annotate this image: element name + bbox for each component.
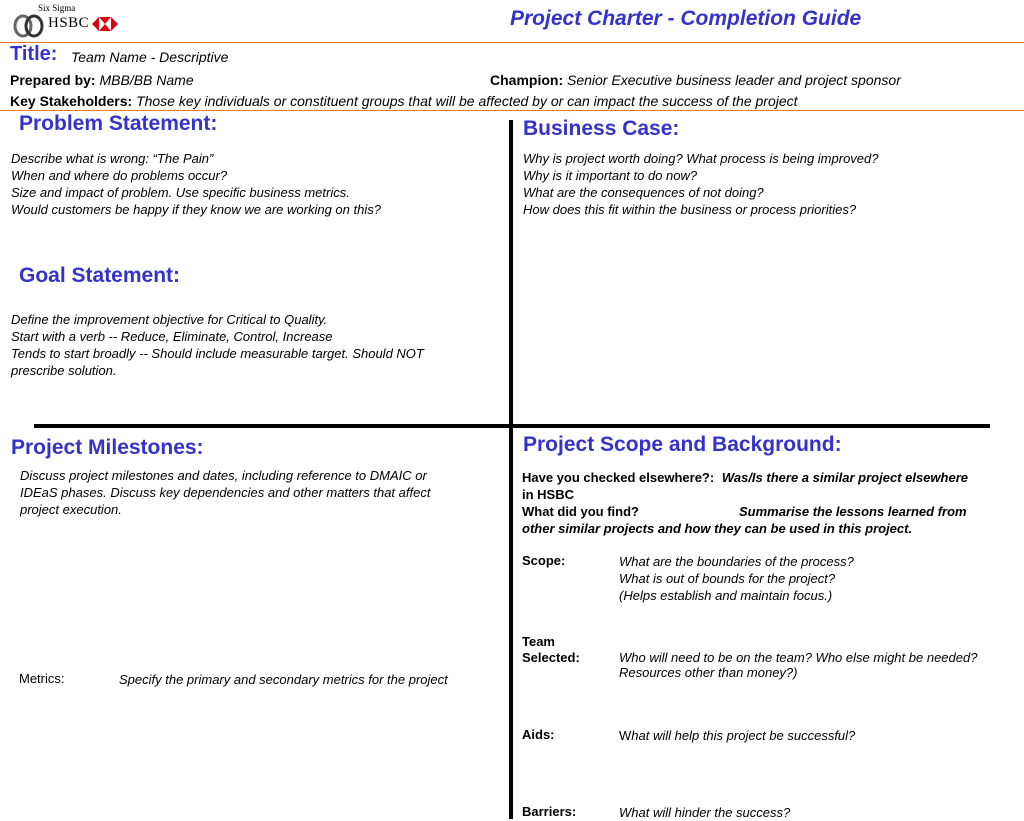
stakeholders-row xyxy=(10,93,798,109)
title-value: Team Name - Descriptive xyxy=(71,49,229,65)
milestones-line: project execution. xyxy=(20,502,122,517)
what-did-you-find-value: Summarise the lessons learned from xyxy=(739,504,967,519)
business-case-heading: Business Case: xyxy=(523,117,680,140)
metrics-value: Specify the primary and secondary metrics for the project xyxy=(119,672,448,687)
business-case-line: How does this fit within the business or process priorities? xyxy=(523,202,857,217)
scope-label: Scope: xyxy=(522,553,566,568)
metrics-label: Metrics: xyxy=(19,671,65,686)
business-case-line: Why is project worth doing? What process is being improved? xyxy=(523,151,879,166)
barriers-label: Barriers: xyxy=(522,804,577,819)
scope-line: What is out of bounds for the project? xyxy=(619,571,836,586)
champion-value: Senior Executive business leader and project sponsor xyxy=(567,72,901,88)
aids-initial: W xyxy=(619,728,632,743)
business-case-text xyxy=(523,150,879,218)
scope-heading: Project Scope and Background: xyxy=(523,433,842,456)
prepared-by-value: MBB/BB Name xyxy=(99,72,194,88)
company-logo xyxy=(10,3,120,39)
scope-text xyxy=(619,553,854,604)
champion-row xyxy=(490,72,901,88)
page-title: Project Charter - Completion Guide xyxy=(510,7,862,30)
prepared-by-label: Prepared by: xyxy=(10,72,96,88)
team-selected-label xyxy=(522,634,580,666)
prepared-by-row xyxy=(10,72,194,88)
aids-rest: hat will help this project be successful? xyxy=(631,728,856,743)
problem-line: Would customers be happy if they know we are working on this? xyxy=(11,202,381,217)
six-sigma-swirl-icon xyxy=(12,9,48,39)
stakeholders-label: Key Stakeholders: xyxy=(10,93,133,109)
stakeholders-value: Those key individuals or constituent groups that will be affected by or can impact the success of the project xyxy=(136,93,798,109)
scope-line: (Helps establish and maintain focus.) xyxy=(619,588,833,603)
milestones-line: IDEaS phases. Discuss key dependencies and other matters that affect xyxy=(20,485,431,500)
problem-statement-heading: Problem Statement: xyxy=(19,112,218,135)
header-divider-top xyxy=(0,42,1024,43)
logo-six-sigma-text: Six Sigma xyxy=(38,3,76,13)
checked-elsewhere-value-cont: in HSBC xyxy=(522,487,574,502)
team-line: Resources other than money?) xyxy=(619,665,798,680)
milestones-heading: Project Milestones: xyxy=(11,436,204,459)
vertical-divider xyxy=(509,120,513,819)
problem-statement-text xyxy=(11,150,381,218)
title-label: Title: xyxy=(10,43,58,65)
scope-line: What are the boundaries of the process? xyxy=(619,554,854,569)
what-did-you-find-value-cont: other similar projects and how they can be used in this project. xyxy=(522,521,913,536)
team-label-line: Selected: xyxy=(522,650,580,665)
goal-line: Define the improvement objective for Critical to Quality. xyxy=(11,312,328,327)
team-line: Who will need to be on the team? Who else might be needed? xyxy=(619,650,978,665)
checked-elsewhere-label: Have you checked elsewhere?: xyxy=(522,470,715,485)
aids-label: Aids: xyxy=(522,727,555,742)
goal-line: prescribe solution. xyxy=(11,363,117,378)
milestones-text xyxy=(20,467,430,518)
aids-value xyxy=(619,727,855,744)
checked-elsewhere-row xyxy=(522,469,968,486)
goal-statement-text xyxy=(11,311,424,379)
goal-line: Tends to start broadly -- Should include measurable target. Should NOT xyxy=(11,346,424,361)
horizontal-divider xyxy=(34,424,990,428)
team-label-line: Team xyxy=(522,634,555,649)
header-divider-bottom xyxy=(0,110,1024,111)
goal-statement-heading: Goal Statement: xyxy=(19,264,181,287)
business-case-line: Why is it important to do now? xyxy=(523,168,698,183)
what-did-you-find-label: What did you find? xyxy=(522,504,639,519)
problem-line: Describe what is wrong: “The Pain” xyxy=(11,151,214,166)
logo-hsbc-text: HSBC xyxy=(48,15,90,31)
champion-label: Champion: xyxy=(490,72,564,88)
checked-elsewhere-value: Was/Is there a similar project elsewhere xyxy=(721,470,968,485)
team-selected-text xyxy=(619,650,977,680)
business-case-line: What are the consequences of not doing? xyxy=(523,185,764,200)
problem-line: Size and impact of problem. Use specific business metrics. xyxy=(11,185,350,200)
problem-line: When and where do problems occur? xyxy=(11,168,228,183)
hsbc-hexagon-icon xyxy=(92,17,118,31)
milestones-line: Discuss project milestones and dates, including reference to DMAIC or xyxy=(20,468,427,483)
barriers-value: What will hinder the success? xyxy=(619,805,791,820)
goal-line: Start with a verb -- Reduce, Eliminate, Control, Increase xyxy=(11,329,333,344)
